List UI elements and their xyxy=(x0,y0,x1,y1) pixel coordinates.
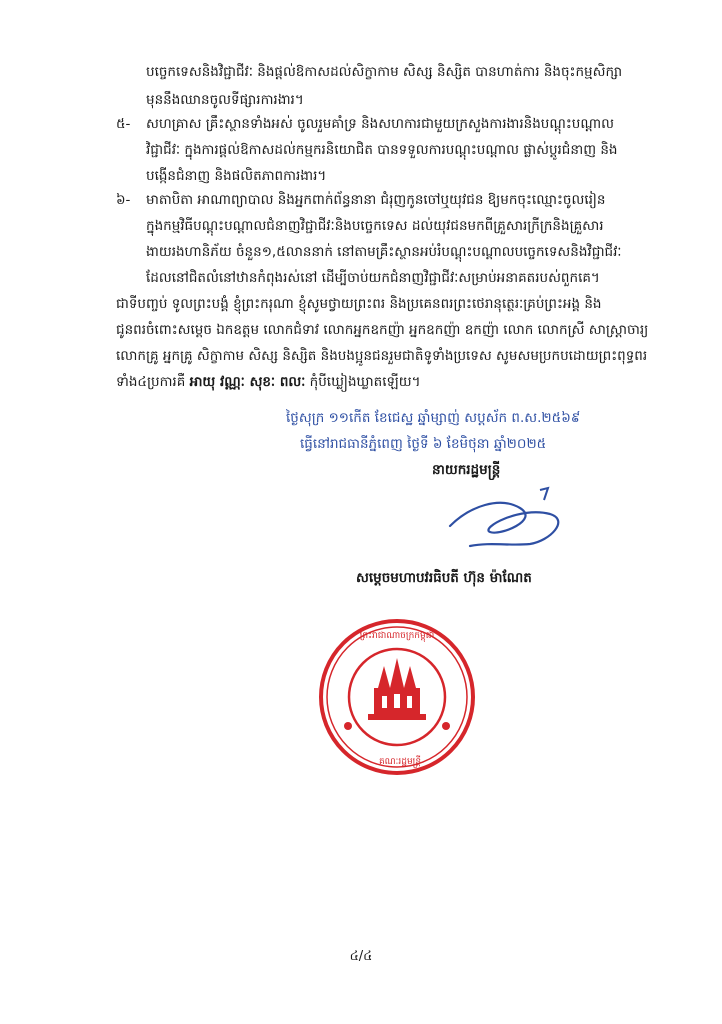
item6-line: ងាយរងហានិភ័យ ចំនួន១,៥លាននាក់ នៅតាមគ្រឹះស្ថានអប់រំបណ្តុះបណ្តាលបច្ចេកទេសនិងវិជ្ជាជីវៈ xyxy=(146,244,622,260)
closing-text: កុំបីឃ្លៀងឃ្លាតឡើយ។ xyxy=(309,374,421,390)
page-number: ៤/៤ xyxy=(349,949,373,964)
item5-line: សហគ្រាស គ្រឹះស្ថានទាំងអស់ ចូលរួមគាំទ្រ និងសហការជាមួយក្រសួងការងារនិងបណ្តុះបណ្តាល xyxy=(146,116,614,132)
item-number: ៦- xyxy=(116,192,131,208)
solar-date: ធ្វើនៅរាជធានីភ្នំពេញ ថ្ងៃទី ៦ ខែមិថុនា ឆ្នាំ២០២៥ xyxy=(300,436,547,452)
paragraph-line: បច្ចេកទេសនិងវិជ្ជាជីវៈ និងផ្តល់ឱកាសដល់សិក្ខាកាម សិស្ស និស្សិត បានហាត់ការ និងចុះកម្មសិក្សា xyxy=(146,64,623,80)
signature-icon xyxy=(430,486,580,556)
item6-line: មាតាបិតា អាណាព្យាបាល និងអ្នកពាក់ព័ន្ធនានា ជំរុញកូនចៅឬយុវជន ឱ្យមកចុះឈ្មោះចូលរៀន xyxy=(146,192,606,208)
item6-line: ក្នុងកម្មវិធីបណ្តុះបណ្តាលជំនាញវិជ្ជាជីវៈនិងបច្ចេកទេស ដល់យុវជនមកពីគ្រួសារក្រីក្រនិងគ្រួសារ xyxy=(146,218,604,234)
item-number: ៥- xyxy=(116,116,131,132)
seal-top-text: ព្រះរាជាណាចក្រកម្ពុជា xyxy=(359,631,435,641)
item6-line: ដែលនៅជិតលំនៅឋានកំពុងរស់នៅ ដើម្បីចាប់យកជំនាញវិជ្ជាជីវៈសម្រាប់អនាគតរបស់ពួកគេ។ xyxy=(146,270,600,286)
closing-line xyxy=(116,372,666,392)
closing-text: ទាំង៤ប្រការគឺ xyxy=(116,374,186,390)
lunar-date: ថ្ងៃសុក្រ ១១កើត ខែជេស្ឋ ឆ្នាំម្សាញ់ សប្តស័ក ព.ស.២៥៦៩ xyxy=(286,410,581,426)
item5-line: វិជ្ជាជីវៈ ក្នុងការផ្តល់ឱកាសដល់កម្មករនិយោជិត បានទទួលការបណ្តុះបណ្តាល ផ្លាស់ប្តូរជំនាញ និង xyxy=(146,142,618,158)
signatory-title: នាយករដ្ឋមន្ត្រី xyxy=(432,462,501,478)
closing-line: លោកគ្រូ អ្នកគ្រូ សិក្ខាកាម សិស្ស និស្សិត និងបងប្អូនជនរួមជាតិទូទាំងប្រទេស សូមសមប្រកបដោយព្រះពុទ្ធពរ xyxy=(116,348,648,364)
paragraph-line: មុននឹងឈានចូលទីផ្សារការងារ។ xyxy=(146,92,304,108)
closing-line: ជូនពរចំពោះសម្តេច ឯកឧត្តម លោកជំទាវ លោកអ្នកឧកញ៉ា អ្នកឧកញ៉ា ឧកញ៉ា លោក លោកស្រី សាស្ត្រាចារ្យ xyxy=(116,322,649,338)
closing-line: ជាទីបញ្ចប់ ទូលព្រះបង្គំ ខ្ញុំព្រះករុណា ខ្ញុំសូមថ្វាយព្រះពរ និងប្រគេនពរព្រះថេរានុត្ថេរៈគ្រប់ព្រះអង្គ និង xyxy=(116,296,602,312)
item5-line: បង្កើនជំនាញ និងផលិតភាពការងារ។ xyxy=(146,168,327,184)
signatory-name: សម្តេចមហាបវរធិបតី ហ៊ុន ម៉ាណែត xyxy=(356,570,532,586)
seal-bottom-text: គណៈរដ្ឋមន្ត្រី xyxy=(378,757,422,767)
closing-blessing: អាយុ វណ្ណៈ សុខៈ ពលៈ xyxy=(189,374,306,390)
